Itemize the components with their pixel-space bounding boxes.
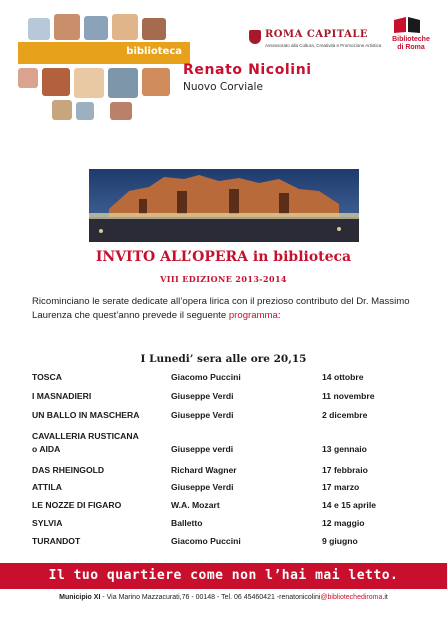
program-row bbox=[32, 482, 432, 499]
performance-date: 14 ottobre bbox=[322, 372, 364, 382]
roma-capitale-logo bbox=[249, 28, 382, 54]
slogan-text: Il tuo quartiere come non l’hai mai letto. bbox=[48, 568, 399, 583]
composer: Giuseppe verdi bbox=[171, 444, 234, 454]
opera-title: DAS RHEINGOLD bbox=[32, 465, 105, 475]
performance-date: 17 febbraio bbox=[322, 465, 368, 475]
edition-label: VIII EDIZIONE 2013-2014 bbox=[160, 274, 287, 284]
portrait-tile bbox=[28, 18, 50, 40]
composer: Richard Wagner bbox=[171, 465, 237, 475]
portrait-tile bbox=[42, 68, 70, 96]
bib-logo-line2: di Roma bbox=[397, 44, 425, 51]
composer: Giuseppe Verdi bbox=[171, 482, 234, 492]
opera-title: LE NOZZE DI FIGARO bbox=[32, 500, 122, 510]
intro-end: : bbox=[277, 310, 281, 321]
schedule-title: I Lunedi’ sera alle ore 20,15 bbox=[140, 353, 307, 365]
intro-highlight: programma bbox=[228, 310, 278, 321]
opera-venue-photo bbox=[89, 169, 359, 242]
composer: Giuseppe Verdi bbox=[171, 410, 234, 420]
performance-date: 11 novembre bbox=[322, 391, 375, 401]
composer: W.A. Mozart bbox=[171, 500, 220, 510]
opera-title-line2: o AIDA bbox=[32, 444, 61, 454]
composer: Giacomo Puccini bbox=[171, 372, 241, 382]
intro-text: Ricominciano le serate dedicate all’opera lirica con il prezioso contributo del Dr. Massimo Laurenza che quest’anno prevede il seguente bbox=[32, 296, 410, 321]
brand-bar bbox=[18, 42, 190, 64]
performance-date: 9 giugno bbox=[322, 536, 358, 546]
opera-title: ATTILA bbox=[32, 482, 62, 492]
portrait-tile bbox=[108, 68, 138, 98]
program-row bbox=[32, 431, 432, 461]
portrait-tile bbox=[74, 68, 104, 98]
library-place: Nuovo Corviale bbox=[183, 81, 263, 93]
footer-address: - Via Marino Mazzacurati,76 - 00148 - Tel. 06 45460421 -renatonicolini bbox=[100, 594, 321, 601]
program-row bbox=[32, 518, 432, 535]
slogan-banner bbox=[0, 563, 447, 589]
composer: Giacomo Puccini bbox=[171, 536, 241, 546]
roma-capitale-title: ROMA CAPITALE bbox=[265, 29, 369, 40]
performance-date: 14 e 15 aprile bbox=[322, 500, 376, 510]
composer: Balletto bbox=[171, 518, 203, 528]
portrait-tile bbox=[84, 16, 108, 40]
roma-shield-icon bbox=[249, 30, 261, 44]
program-row bbox=[32, 536, 432, 553]
invite-title: INVITO ALL’OPERA in biblioteca bbox=[95, 249, 352, 265]
program-table bbox=[32, 370, 432, 546]
footer-contact bbox=[0, 594, 447, 601]
biblioteche-di-roma-logo bbox=[385, 16, 437, 56]
portrait-tile bbox=[112, 14, 138, 40]
book-icon bbox=[393, 16, 421, 34]
portrait-tile bbox=[52, 100, 72, 120]
portrait-tile bbox=[142, 68, 170, 96]
performance-date: 2 dicembre bbox=[322, 410, 368, 420]
bib-logo-line1: Biblioteche bbox=[392, 36, 430, 43]
program-row bbox=[32, 410, 432, 427]
portrait-tile bbox=[54, 14, 80, 40]
portrait-tile bbox=[18, 68, 38, 88]
footer-email-domain: @bibliotechediroma bbox=[320, 594, 383, 601]
brand-label: biblioteca bbox=[126, 46, 182, 57]
opera-title: TURANDOT bbox=[32, 536, 81, 546]
roma-capitale-subtitle: Assessorato alla Cultura, Creatività e Promozione Artistica bbox=[265, 43, 382, 48]
program-row bbox=[32, 372, 432, 389]
performance-date: 12 maggio bbox=[322, 518, 365, 528]
performance-date: 17 marzo bbox=[322, 482, 360, 492]
portrait-collage bbox=[18, 14, 182, 122]
footer-municipio: Municipio XI bbox=[59, 594, 101, 601]
opera-title: CAVALLERIA RUSTICANA bbox=[32, 431, 139, 441]
portrait-tile bbox=[110, 102, 132, 120]
opera-title: UN BALLO IN MASCHERA bbox=[32, 410, 140, 420]
program-row bbox=[32, 500, 432, 517]
library-name: Renato Nicolini bbox=[183, 62, 312, 78]
opera-title: I MASNADIERI bbox=[32, 391, 92, 401]
footer-tld: .it bbox=[382, 594, 388, 601]
composer: Giuseppe Verdi bbox=[171, 391, 234, 401]
portrait-tile bbox=[76, 102, 94, 120]
opera-title: SYLVIA bbox=[32, 518, 63, 528]
performance-date: 13 gennaio bbox=[322, 444, 367, 454]
opera-title: TOSCA bbox=[32, 372, 62, 382]
intro-paragraph bbox=[32, 295, 427, 323]
program-row bbox=[32, 391, 432, 408]
portrait-tile bbox=[142, 18, 166, 40]
program-row bbox=[32, 465, 432, 482]
